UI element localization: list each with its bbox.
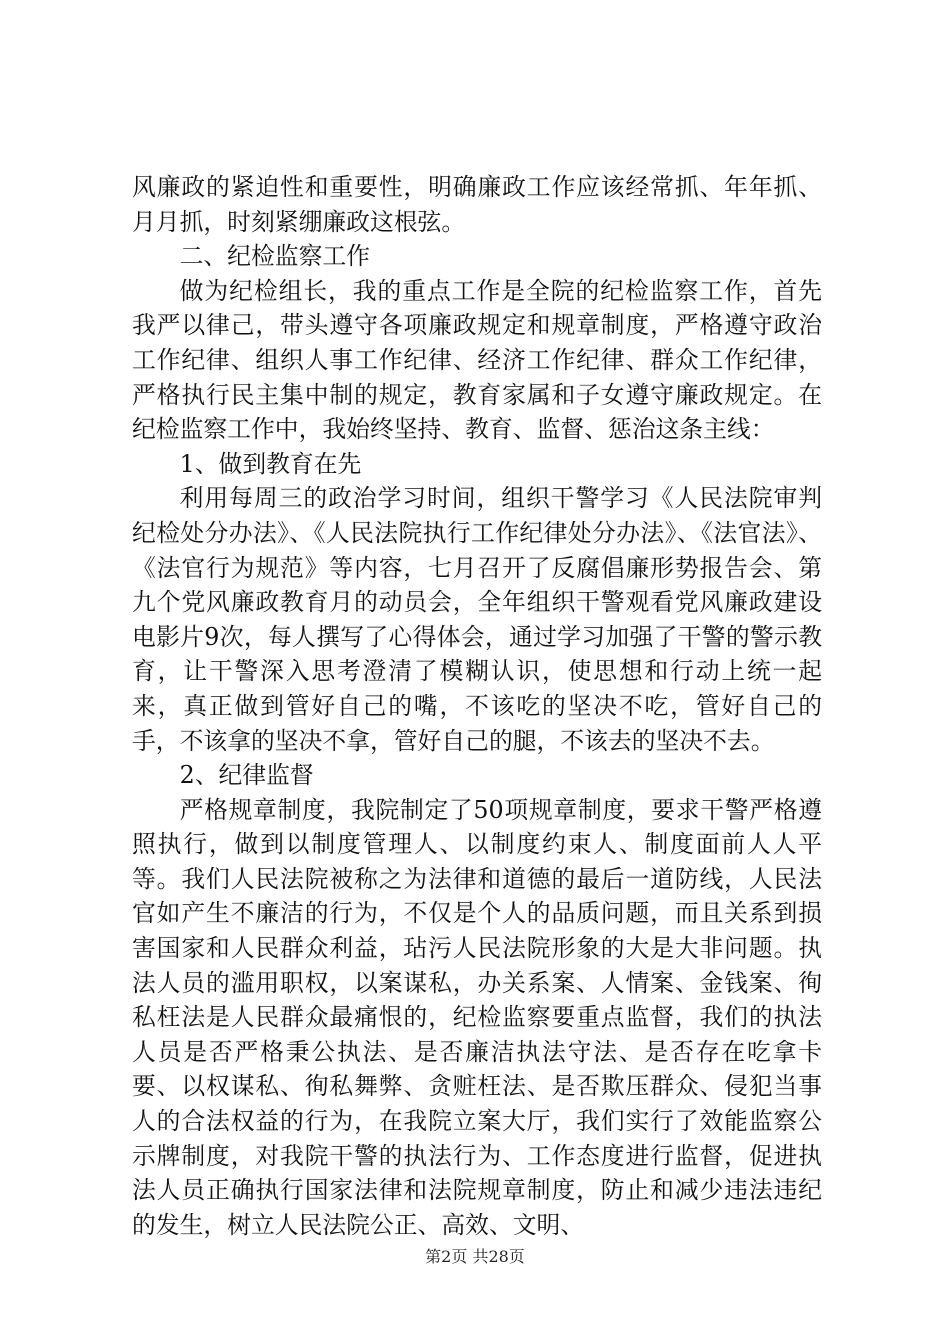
paragraph-discipline-inspection: 做为纪检组长，我的重点工作是全院的纪检监察工作，首先我严以律己，带头遵守各项廉政规定和规章制度，严格遵守政治工作纪律、组织人事工作纪律、经济工作纪律、群众工作纪律，严格执行民主集中制的规定，教育家属和子女遵守廉政规定。在纪检监察工作中，我始终坚持、教育、监督、惩治这条主线： — [132, 276, 822, 444]
subheading-education-first: 1、做到教育在先 — [179, 449, 362, 478]
page-number-footer: 第2页 共28页 — [425, 1247, 525, 1266]
section-heading-discipline-inspection: 二、纪检监察工作 — [179, 242, 370, 271]
subheading-discipline-supervision: 2、纪律监督 — [179, 761, 314, 790]
paragraph-continuation: 风廉政的紧迫性和重要性，明确廉政工作应该经常抓、年年抓、月月抓，时刻紧绷廉政这根弦。 — [132, 173, 822, 236]
document-body — [132, 170, 822, 1242]
paragraph-discipline-supervision: 严格规章制度，我院制定了50项规章制度，要求干警严格遵照执行，做到以制度管理人、以制度约束人、制度面前人人平等。我们人民法院被称之为法律和道德的最后一道防线，人民法官如产生不廉洁的行为，不仅是个人的品质问题，而且关系到损害国家和人民群众利益，玷污人民法院形象的大是大非问题。执法人员的滥用职权，以案谋私，办关系案、人情案、金钱案、徇私枉法是人民群众最痛恨的，纪检监察要重点监督，我们的执法人员是否严格秉公执法、是否廉洁执法守法、是否存在吃拿卡要、以权谋私、徇私舞弊、贪赃枉法、是否欺压群众、侵犯当事人的合法权益的行为，在我院立案大厅，我们实行了效能监察公示牌制度，对我院干警的执法行为、工作态度进行监督，促进执法人员正确执行国家法律和法院规章制度，防止和减少违法违纪的发生，树立人民法院公正、高效、文明、 — [132, 795, 822, 1239]
paragraph-education-first: 利用每周三的政治学习时间，组织干警学习《人民法院审判纪检处分办法》、《人民法院执行工作纪律处分办法》、《法官法》、《法官行为规范》等内容，七月召开了反腐倡廉形势报告会、第九个党风廉政教育月的动员会，全年组织干警观看党风廉政建设电影片9次，每人撰写了心得体会，通过学习加强了干警的警示教育，让干警深入思考澄清了模糊认识，使思想和行动上统一起来，真正做到管好自己的嘴，不该吃的坚决不吃，管好自己的手，不该拿的坚决不拿，管好自己的腿，不该去的坚决不去。 — [132, 484, 822, 755]
